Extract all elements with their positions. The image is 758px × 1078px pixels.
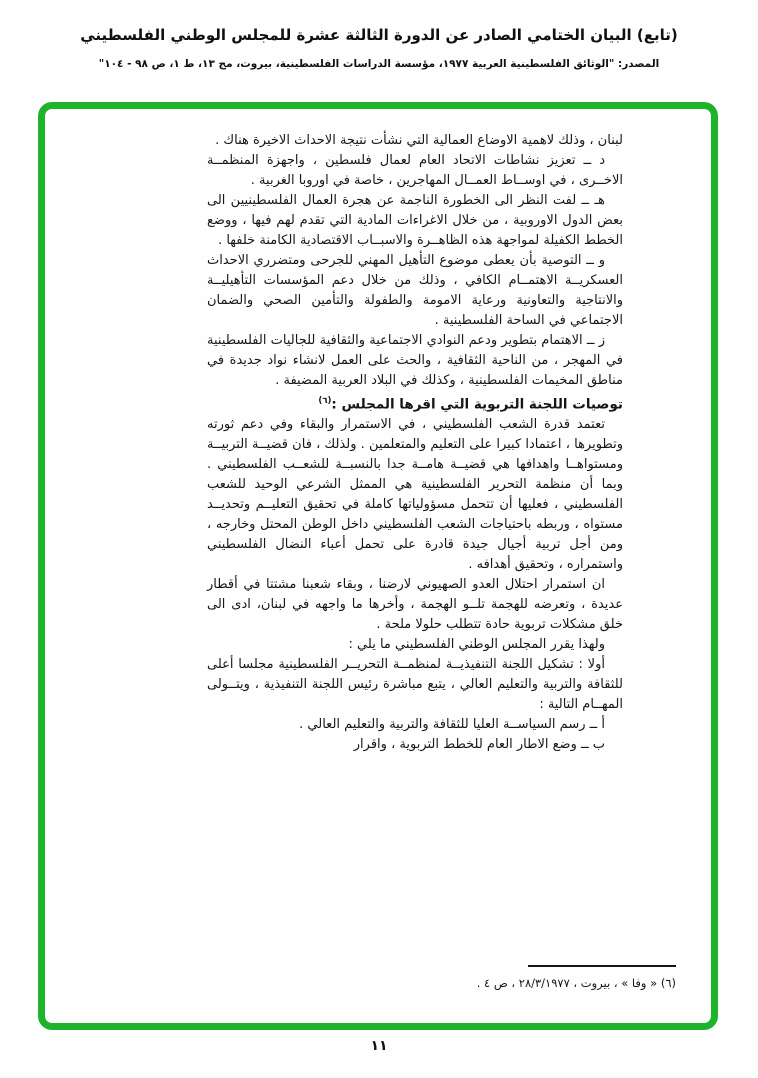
body-text bbox=[207, 131, 623, 755]
source-line: المصدر: "الوثائق الفلسطينية العربية ١٩٧٧، مؤسسة الدراسات الفلسطينية، بيروت، مج ١٣، ط ١، ص ٩٨ - ١٠٤" bbox=[98, 58, 660, 70]
body-paragraph bbox=[207, 191, 623, 251]
footnote-separator bbox=[528, 965, 676, 967]
body-paragraph bbox=[207, 151, 623, 191]
footnote-marker: (٦) bbox=[318, 396, 332, 406]
section-heading bbox=[207, 391, 623, 415]
paragraph-text: ب ــ وضع الاطار العام للخطط التربوية ، واقرار bbox=[353, 736, 605, 752]
body-paragraph bbox=[207, 635, 623, 655]
paragraph-text: تعتمد قدرة الشعب الفلسطيني ، في الاستمرار والبقاء وفي دعم ثورته وتطويرها ، اعتمادا كبيرا على التعليم والمتعلمين . ولذلك ، فان قضيــة التربيــة ومستواهــا واهدافها هي قضيــة هامــة جدا بالنسبــة للشعــب الفلسطيني . وبما أن منظمة التحرير الفلسطينية هي الممثل الشرعي الوحيد للشعب الفلسطيني ، فعليها أن تتحمل مسؤولياتها كاملة في تحقيق التعليــم وتحديــد مستواه ، وربطه باحتياجات الشعب الفلسطيني داخل الوطن المحتل وخارجه ، ومن أجل تربية أجيال جيدة قادرة على تحمل أعباء النضال الفلسطيني واستمراره ، وتحقيق أهدافه . bbox=[207, 416, 623, 572]
page-number: ١١ bbox=[370, 1038, 388, 1054]
paragraph-text: أولا : تشكيل اللجنة التنفيذيــة لمنظمــة التحريــر الفلسطينية مجلسا أعلى للثقافة والتربية والتعليم العالي ، يتبع مباشرة رئيس اللجنة التنفيذية ، ويتــولى المهــام التالية : bbox=[207, 656, 623, 712]
footnote: (٦) « وفا » ، بيروت ، ٢٨/٣/١٩٧٧ ، ص ٤ . bbox=[476, 976, 676, 990]
paragraph-text: ولهذا يقرر المجلس الوطني الفلسطيني ما يلي : bbox=[348, 636, 605, 652]
body-paragraph bbox=[207, 715, 623, 735]
body-paragraph bbox=[207, 251, 623, 331]
content-frame bbox=[38, 102, 718, 1030]
paragraph-text: و ــ التوصية بأن يعطى موضوع التأهيل المهني للجرحى ومتضرري الاحداث العسكريــة الاهتمــام الكافي ، وذلك من خلال دعم المؤسسات التأهيليــة والانتاجية والتعاونية ورعاية الامومة والطفولة والتأمين الصحي والضمان الاجتماعي في الساحة الفلسطينية . bbox=[207, 253, 623, 328]
paragraph-text: ز ــ الاهتمام بتطوير ودعم النوادي الاجتماعية والثقافية للجاليات الفلسطينية في المهجر ، من الناحية الثقافية ، والحث على العمل لانشاء نواد جديدة في مناطق المخيمات الفلسطينية ، وكذلك في البلاد العربية المضيفة . bbox=[207, 333, 623, 388]
body-paragraph bbox=[207, 415, 623, 575]
page-title: (تابع) البيان الختامي الصادر عن الدورة الثالثة عشرة للمجلس الوطني الفلسطيني bbox=[80, 26, 678, 44]
paragraph-text: لبنان ، وذلك لاهمية الاوضاع العمالية التي نشأت نتيجة الاحداث الاخيرة هناك . bbox=[215, 133, 623, 148]
body-paragraph bbox=[207, 575, 623, 635]
paragraph-text: توصيات اللجنة التربوية التي اقرها المجلس : bbox=[331, 396, 623, 413]
paragraph-text: أ ــ رسم السياســة العليا للثقافة والتربية والتعليم العالي . bbox=[299, 716, 605, 732]
body-paragraph bbox=[207, 131, 623, 151]
body-paragraph bbox=[207, 655, 623, 715]
paragraph-text: ان استمرار احتلال العدو الصهيوني لارضنا ، وبقاء شعبنا مشتتا في أقطار عديدة ، وتعرضه للهجمة تلــو الهجمة ، وأخرها ما واجهه في لبنان، ادى الى خلق مشكلات تربوية حادة تتطلب حلولا ملحة . bbox=[207, 576, 623, 632]
paragraph-text: د ــ تعزيز نشاطات الاتحاد العام لعمال فلسطين ، واجهزة المنظمــة الاخــرى ، في اوســاط العمــال المهاجرين ، خاصة في اوروبا الغربية . bbox=[207, 153, 623, 188]
body-paragraph bbox=[207, 331, 623, 391]
body-paragraph bbox=[207, 735, 623, 755]
paragraph-text: هـ ــ لفت النظر الى الخطورة الناجمة عن هجرة العمال الفلسطينيين الى بعض الدول الاوروبية ، من خلال الاغراءات المادية التي تقدم لهم فيها ، ووضع الخطط الكفيلة لمواجهة هذه الظاهــرة والاسبــاب الاقتصادية الكامنة خلفها . bbox=[207, 193, 623, 248]
